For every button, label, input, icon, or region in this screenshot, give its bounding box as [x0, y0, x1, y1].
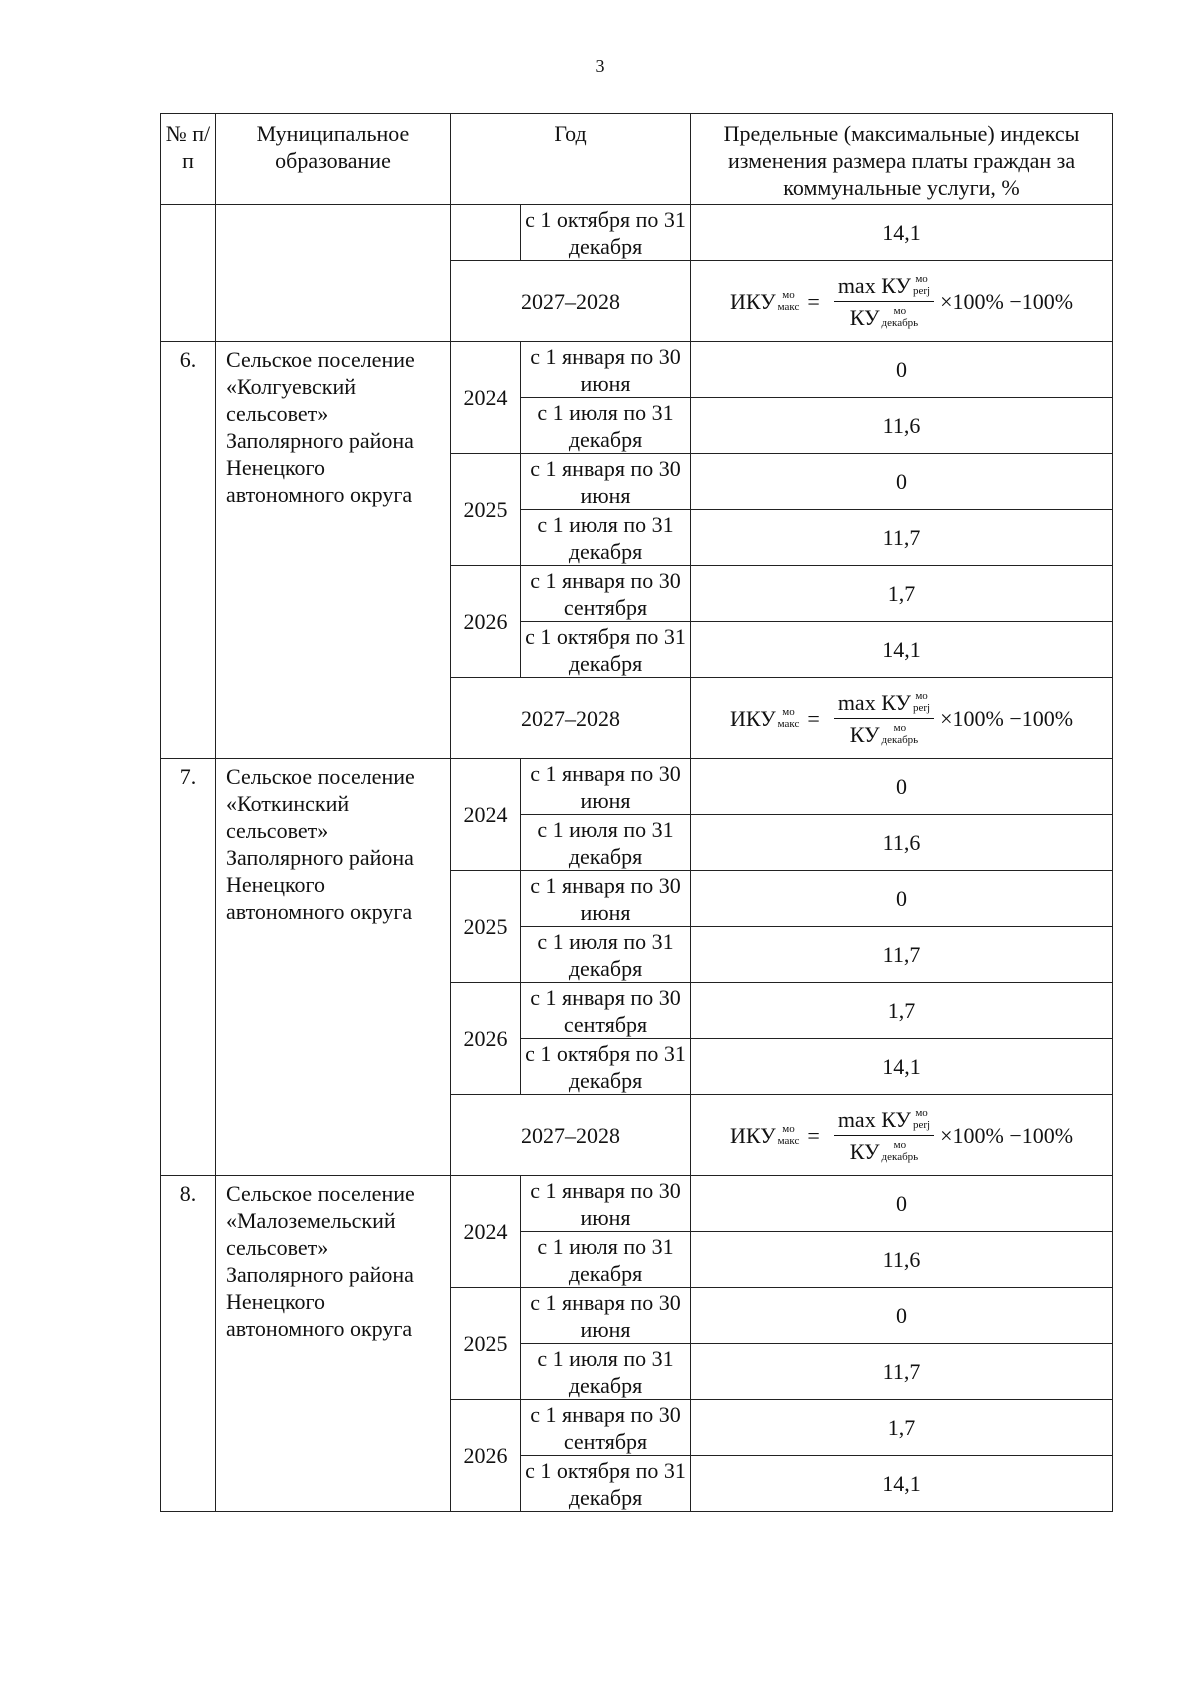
years-range-cell: 2027–2028	[451, 261, 691, 342]
year-cell: 2026	[451, 566, 521, 678]
value-cell: 11,6	[691, 815, 1113, 871]
table-row	[161, 342, 1113, 398]
value-cell: 0	[691, 342, 1113, 398]
period-cell: с 1 января по 30 июня	[521, 342, 691, 398]
formula-cell	[691, 1095, 1113, 1176]
value-cell: 0	[691, 454, 1113, 510]
page-number: 3	[595, 56, 605, 76]
value-cell: 11,6	[691, 1232, 1113, 1288]
period-cell: с 1 января по 30 июня	[521, 759, 691, 815]
period-cell: с 1 января по 30 сентября	[521, 566, 691, 622]
value-cell: 11,7	[691, 927, 1113, 983]
years-range-cell: 2027–2028	[451, 1095, 691, 1176]
value-cell: 14,1	[691, 622, 1113, 678]
period-cell: с 1 января по 30 июня	[521, 871, 691, 927]
period-cell: с 1 января по 30 сентября	[521, 1400, 691, 1456]
value-cell: 14,1	[691, 1456, 1113, 1512]
period-cell: с 1 января по 30 июня	[521, 1176, 691, 1232]
value-cell: 0	[691, 1176, 1113, 1232]
value-cell: 11,7	[691, 1344, 1113, 1400]
value-cell: 1,7	[691, 983, 1113, 1039]
value-cell: 14,1	[691, 1039, 1113, 1095]
period-cell: с 1 октября по 31 декабря	[521, 1456, 691, 1512]
municipality-name: Сельское поселение «Колгуевский сельсовет» Заполярного района Ненецкого автономного округа	[216, 342, 451, 759]
value-cell: 0	[691, 871, 1113, 927]
period-cell: с 1 июля по 31 декабря	[521, 1344, 691, 1400]
index-table	[160, 113, 1113, 1512]
row-number: 8.	[161, 1176, 216, 1512]
period-cell: с 1 октября по 31 декабря	[521, 622, 691, 678]
value-cell: 1,7	[691, 566, 1113, 622]
year-cell: 2025	[451, 454, 521, 566]
period-cell: с 1 января по 30 июня	[521, 454, 691, 510]
row-number: 7.	[161, 759, 216, 1176]
period-cell: с 1 июля по 31 декабря	[521, 927, 691, 983]
formula: ИКУ мо макс = max КУ мо perj КУ мо декабрь ×100% −100%	[729, 689, 1074, 747]
period-cell: с 1 июля по 31 декабря	[521, 1232, 691, 1288]
table-row	[161, 205, 1113, 261]
value-cell: 14,1	[691, 205, 1113, 261]
formula-cell	[691, 261, 1113, 342]
formula: ИКУ мо макс = max КУ мо perj КУ мо декабрь ×100% −100%	[729, 272, 1074, 330]
year-cell: 2025	[451, 871, 521, 983]
year-cell: 2025	[451, 1288, 521, 1400]
cont-mun-cell	[216, 205, 451, 342]
cont-num-cell	[161, 205, 216, 342]
period-cell: с 1 января по 30 июня	[521, 1288, 691, 1344]
header-municipality: Муниципальное образование	[216, 114, 451, 205]
municipality-name: Сельское поселение «Коткинский сельсовет» Заполярного района Ненецкого автономного округа	[216, 759, 451, 1176]
cont-year-cell	[451, 205, 521, 261]
municipality-name: Сельское поселение «Малоземельский сельсовет» Заполярного района Ненецкого автономного округа	[216, 1176, 451, 1512]
value-cell: 11,6	[691, 398, 1113, 454]
period-cell: с 1 июля по 31 декабря	[521, 398, 691, 454]
table-header-row	[161, 114, 1113, 205]
year-cell: 2026	[451, 1400, 521, 1512]
value-cell: 1,7	[691, 1400, 1113, 1456]
header-index: Предельные (максимальные) индексы изменения размера платы граждан за коммунальные услуги, %	[691, 114, 1113, 205]
formula: ИКУ мо макс = max КУ мо perj КУ мо декабрь ×100% −100%	[729, 1106, 1074, 1164]
year-cell: 2024	[451, 1176, 521, 1288]
value-cell: 11,7	[691, 510, 1113, 566]
table-row	[161, 1176, 1113, 1232]
row-number: 6.	[161, 342, 216, 759]
header-num: № п/п	[161, 114, 216, 205]
period-cell: с 1 июля по 31 декабря	[521, 815, 691, 871]
period-cell: с 1 октября по 31 декабря	[521, 1039, 691, 1095]
years-range-cell: 2027–2028	[451, 678, 691, 759]
value-cell: 0	[691, 759, 1113, 815]
header-year: Год	[451, 114, 691, 205]
table-row	[161, 759, 1113, 815]
formula-cell	[691, 678, 1113, 759]
period-cell: с 1 января по 30 сентября	[521, 983, 691, 1039]
value-cell: 0	[691, 1288, 1113, 1344]
period-cell: с 1 июля по 31 декабря	[521, 510, 691, 566]
year-cell: 2026	[451, 983, 521, 1095]
period-cell: с 1 октября по 31 декабря	[521, 205, 691, 261]
year-cell: 2024	[451, 342, 521, 454]
year-cell: 2024	[451, 759, 521, 871]
